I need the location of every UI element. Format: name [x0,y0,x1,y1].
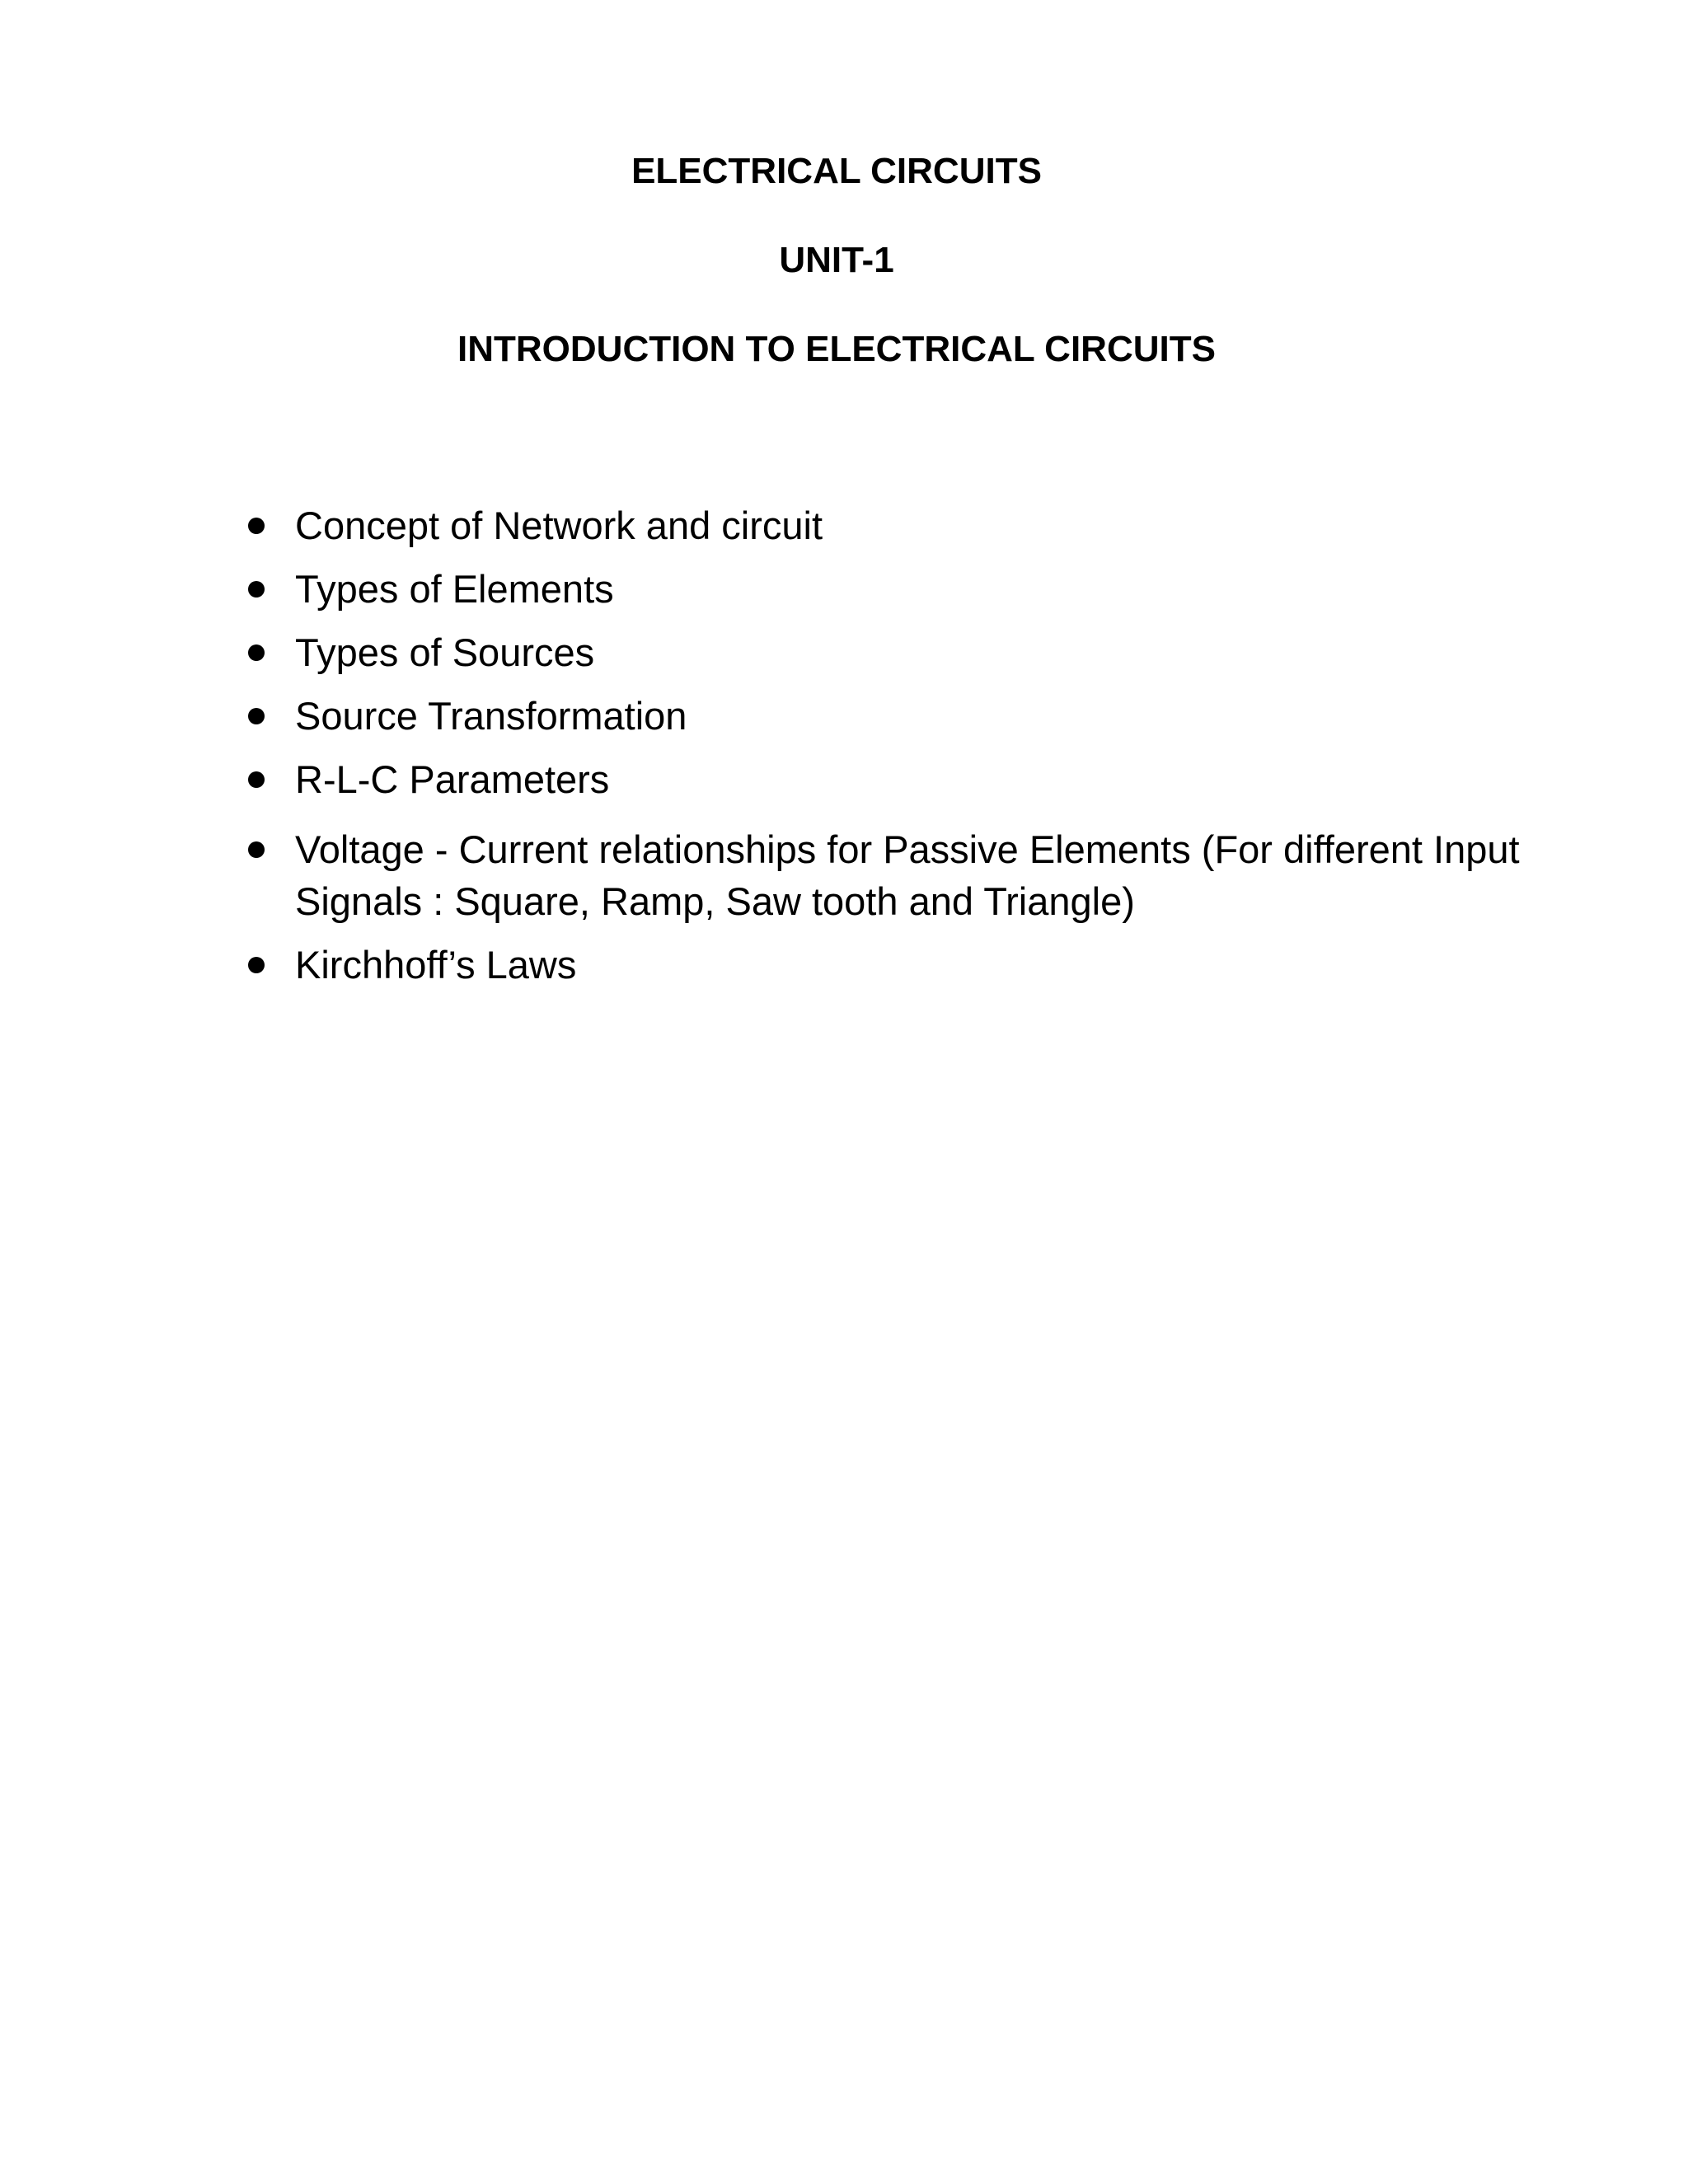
list-item [244,499,1530,551]
bullet-icon [248,771,265,788]
topic-text: Concept of Network and circuit [295,504,823,547]
list-item [244,939,1530,991]
list-item [244,690,1530,742]
list-item [244,563,1530,615]
bullet-icon [248,841,265,858]
unit-subtitle: INTRODUCTION TO ELECTRICAL CIRCUITS [457,329,1216,369]
unit-heading: UNIT-1 [779,240,894,280]
bullet-icon [248,644,265,661]
bullet-icon [248,957,265,973]
topic-text: Types of Sources [295,630,595,674]
list-item [244,626,1530,678]
document-title: ELECTRICAL CIRCUITS [631,151,1042,191]
bullet-icon [248,581,265,598]
topic-text: Source Transformation [295,694,687,738]
topic-text: Voltage - Current relationships for Passive Elements (For different Input Signals : Square, Ramp, Saw tooth and Triangle) [295,827,1520,923]
list-item [244,823,1530,927]
bullet-icon [248,708,265,724]
topic-text: Kirchhoff’s Laws [295,943,577,987]
topic-list [244,499,1530,991]
list-item [244,753,1530,805]
topic-text: Types of Elements [295,567,614,611]
bullet-icon [248,518,265,534]
topic-text: R-L-C Parameters [295,757,610,801]
